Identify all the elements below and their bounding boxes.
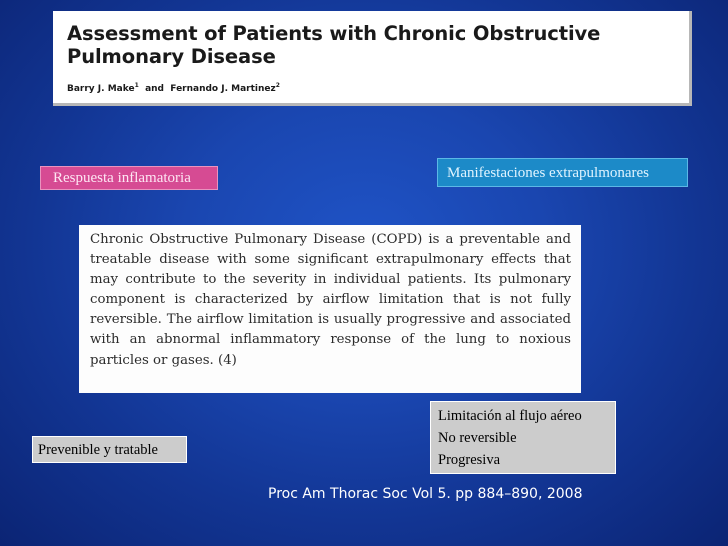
airflow-line-2: No reversible [438,430,517,446]
author-2: Fernando J. Martinez [170,84,276,94]
airflow-line-3: Progresiva [438,452,501,468]
paper-header-image [53,11,692,106]
abstract-text: Chronic Obstructive Pulmonary Disease (COPD) is a preventable and treatable disease with some significant extrapulmonary effects that may contribute to the severity in individual patients. Its pulmonary component is characterized by airflow limitation that is not fully reversible. The airflow limitation is usually progressive and associated with an abnormal inflammatory response of the lung to noxious particles or gases. (4) [90,232,571,368]
citation: Proc Am Thorac Soc Vol 5. pp 884–890, 2008 [268,486,583,502]
authors-and: and [145,84,164,94]
paper-title: Assessment of Patients with Chronic Obstructive Pulmonary Disease [67,22,601,68]
author-2-affiliation: 2 [275,82,280,89]
airflow-line-1: Limitación al flujo aéreo [438,408,582,424]
abstract-excerpt [79,225,581,393]
label-preventable-treatable: Prevenible y tratable [32,436,187,463]
author-1-affiliation: 1 [134,82,139,89]
author-1: Barry J. Make [67,84,135,94]
label-inflammatory-response: Respuesta inflamatoria [40,166,218,190]
label-extrapulmonary-manifestations: Manifestaciones extrapulmonares [437,158,688,187]
paper-authors [67,82,280,94]
label-airflow-limitation [430,401,616,474]
